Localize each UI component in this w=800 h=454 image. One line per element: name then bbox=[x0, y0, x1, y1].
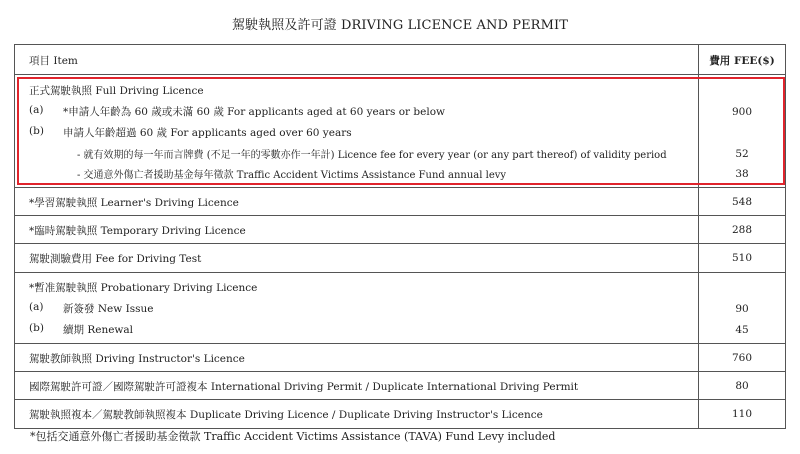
temporary-fee: 288 bbox=[731, 224, 753, 236]
probationary-a-fee: 90 bbox=[735, 303, 749, 315]
header-item: 項目 Item bbox=[29, 55, 78, 67]
learner-fee: 548 bbox=[731, 196, 753, 208]
full-licence-a-text: *申請人年齡為 60 歲或未滿 60 歲 For applicants aged at 60 years or below bbox=[63, 106, 446, 118]
probationary-heading: *暫准駕駛執照 Probationary Driving Licence bbox=[29, 282, 258, 294]
page-title: 駕駛執照及許可證 DRIVING LICENCE AND PERMIT bbox=[231, 18, 568, 33]
table-row-probationary bbox=[15, 272, 785, 343]
test-fee: 510 bbox=[731, 252, 753, 264]
probationary-b-label: (b) bbox=[29, 322, 44, 334]
full-licence-b2-fee: 38 bbox=[735, 168, 749, 180]
instructor-fee: 760 bbox=[731, 352, 753, 364]
full-licence-b1-text: - 就有效期的每一年而言牌費 (不足一年的零數亦作一年計) Licence fee for every year (or any part thereof) of validity period bbox=[77, 150, 667, 161]
table-row-learner bbox=[15, 187, 785, 215]
probationary-a-label: (a) bbox=[29, 301, 44, 313]
full-licence-a-fee: 900 bbox=[731, 106, 753, 118]
table-header-row bbox=[15, 45, 785, 74]
full-licence-a-label: (a) bbox=[29, 104, 44, 116]
learner-text: *學習駕駛執照 Learner's Driving Licence bbox=[29, 197, 239, 209]
full-licence-b-label: (b) bbox=[29, 125, 44, 137]
test-text: 駕駛測驗費用 Fee for Driving Test bbox=[29, 253, 202, 265]
duplicate-text: 駕駛執照複本／駕駛教師執照複本 Duplicate Driving Licence / Duplicate Driving Instructor's Licence bbox=[29, 409, 543, 421]
duplicate-fee: 110 bbox=[731, 408, 753, 420]
probationary-a-text: 新簽發 New Issue bbox=[63, 303, 154, 315]
temporary-text: *臨時駕駛執照 Temporary Driving Licence bbox=[29, 225, 246, 237]
full-licence-b1-fee: 52 bbox=[735, 148, 749, 160]
table-row-temporary bbox=[15, 215, 785, 243]
idp-fee: 80 bbox=[735, 380, 749, 392]
header-fee: 費用 FEE($) bbox=[709, 55, 775, 67]
table-row-idp bbox=[15, 371, 785, 399]
table-row-duplicate bbox=[15, 399, 785, 428]
full-licence-heading: 正式駕駛執照 Full Driving Licence bbox=[29, 85, 204, 97]
full-licence-b-text: 申請人年齡超過 60 歲 For applicants aged over 60 years bbox=[63, 127, 352, 139]
probationary-b-text: 續期 Renewal bbox=[63, 324, 134, 336]
full-licence-b2-text: - 交通意外傷亡者援助基金每年徵款 Traffic Accident Victims Assistance Fund annual levy bbox=[77, 170, 507, 181]
footnote: *包括交通意外傷亡者援助基金徵款 Traffic Accident Victims Assistance (TAVA) Fund Levy included bbox=[30, 430, 556, 443]
probationary-b-fee: 45 bbox=[735, 324, 749, 336]
table-row-test bbox=[15, 243, 785, 272]
idp-text: 國際駕駛許可證／國際駕駛許可證複本 International Driving Permit / Duplicate International Driving Permit bbox=[29, 381, 579, 393]
table-row-instructor bbox=[15, 343, 785, 371]
table-row-full-licence bbox=[15, 74, 785, 187]
instructor-text: 駕駛教師執照 Driving Instructor's Licence bbox=[29, 353, 245, 365]
fee-table bbox=[14, 44, 786, 429]
